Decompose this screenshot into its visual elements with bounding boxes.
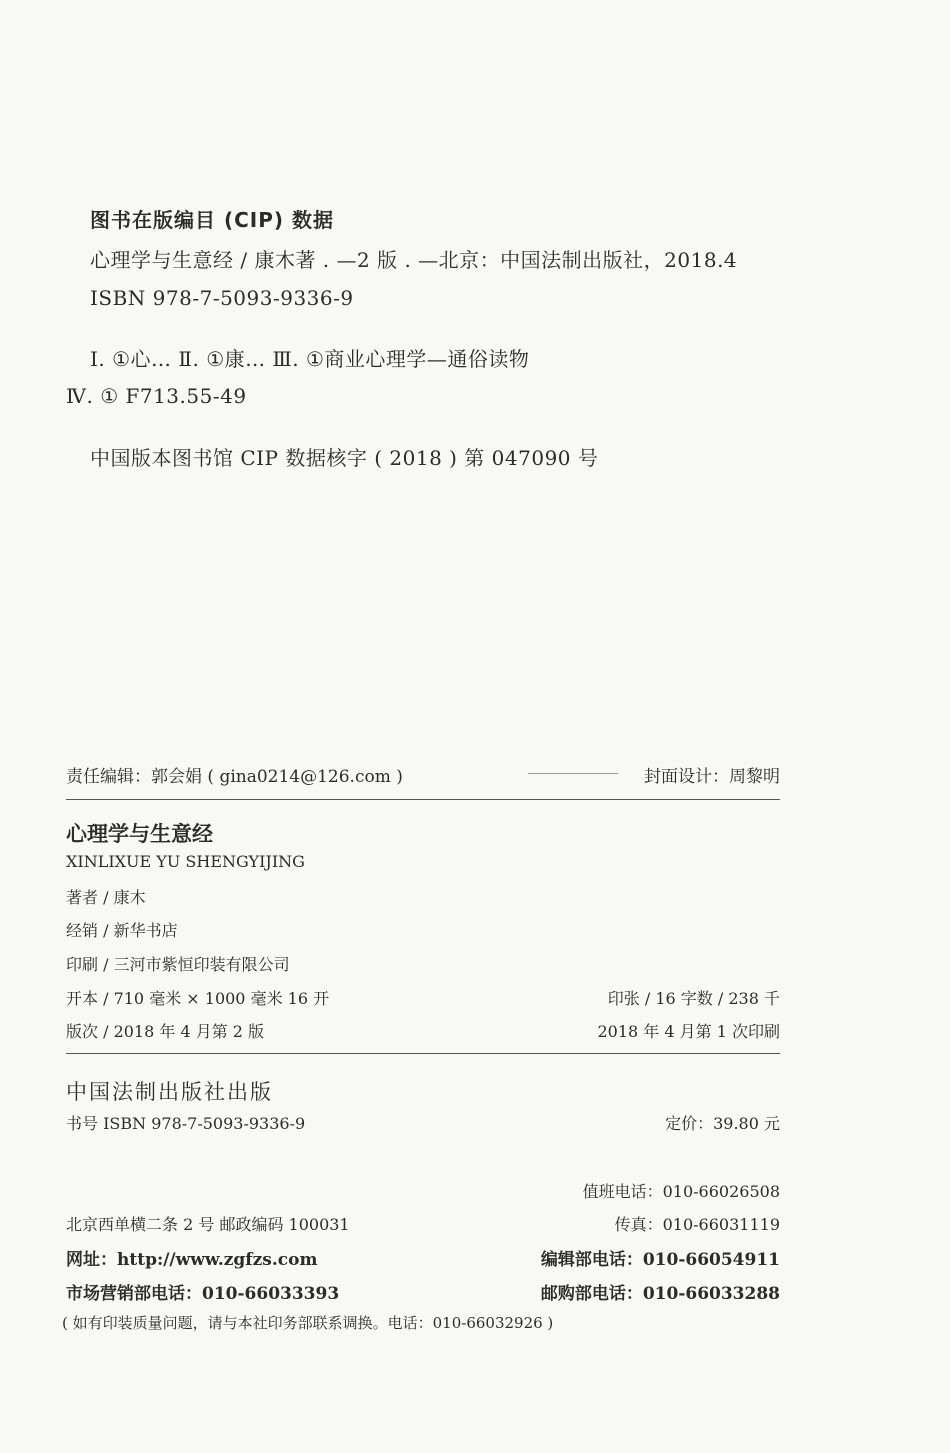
sheets-and-words: 印张 / 16 字数 / 238 千 bbox=[607, 989, 780, 1008]
divider-middle bbox=[66, 1053, 780, 1054]
cip-heading: 图书在版编目 (CIP) 数据 bbox=[90, 208, 334, 232]
cip-title-line: 心理学与生意经 / 康木著 . —2 版 . —北京：中国法制出版社，2018.4 bbox=[90, 248, 738, 272]
cip-classification-line-2: Ⅳ. ① F713.55-49 bbox=[66, 384, 247, 408]
edition: 版次 / 2018 年 4 月第 2 版 bbox=[66, 1022, 265, 1041]
printing: 2018 年 4 月第 1 次印刷 bbox=[597, 1022, 780, 1041]
printer: 印刷 / 三河市紫恒印装有限公司 bbox=[66, 955, 290, 974]
author: 著者 / 康木 bbox=[66, 888, 146, 907]
format: 开本 / 710 毫米 × 1000 毫米 16 开 bbox=[66, 989, 330, 1008]
editorial-phone: 编辑部电话：010-66054911 bbox=[540, 1250, 780, 1270]
cip-classification-line-1: Ⅰ. ①心… Ⅱ. ①康… Ⅲ. ①商业心理学—通俗读物 bbox=[90, 347, 530, 371]
book-title-pinyin: XINLIXUE YU SHENGYIJING bbox=[66, 852, 305, 871]
decorative-rule bbox=[528, 773, 618, 774]
duty-phone: 值班电话：010-66026508 bbox=[582, 1182, 780, 1201]
divider-top bbox=[66, 799, 780, 800]
book-isbn: 书号 ISBN 978-7-5093-9336-9 bbox=[66, 1114, 306, 1133]
publisher: 中国法制出版社出版 bbox=[66, 1080, 273, 1104]
responsible-editor: 责任编辑：郭会娟 ( gina0214@126.com ) bbox=[66, 767, 403, 787]
marketing-phone: 市场营销部电话：010-66033393 bbox=[66, 1284, 340, 1304]
cip-isbn-line: ISBN 978-7-5093-9336-9 bbox=[90, 286, 354, 310]
cip-library-record: 中国版本图书馆 CIP 数据核字 ( 2018 ) 第 047090 号 bbox=[90, 446, 599, 470]
website: 网址：http://www.zgfzs.com bbox=[66, 1250, 318, 1270]
distributor: 经销 / 新华书店 bbox=[66, 921, 178, 940]
quality-notice: ( 如有印装质量问题，请与本社印务部联系调换。电话：010-66032926 ) bbox=[62, 1314, 554, 1332]
cover-designer: 封面设计：周黎明 bbox=[644, 767, 780, 787]
price: 定价：39.80 元 bbox=[665, 1114, 780, 1133]
fax: 传真：010-66031119 bbox=[614, 1215, 780, 1234]
book-title: 心理学与生意经 bbox=[66, 822, 213, 846]
mail-order-phone: 邮购部电话：010-66033288 bbox=[540, 1284, 780, 1304]
address: 北京西单横二条 2 号 邮政编码 100031 bbox=[66, 1215, 350, 1234]
